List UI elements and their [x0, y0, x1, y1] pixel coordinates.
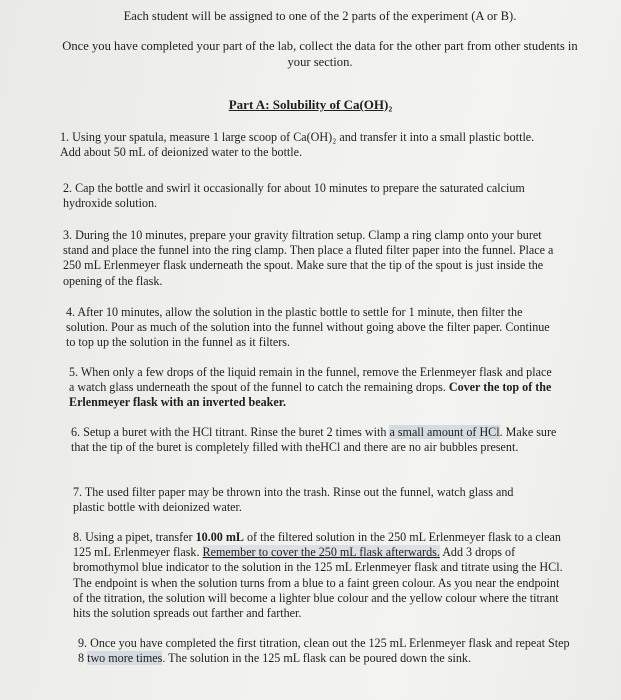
- step-5-text: 5. When only a few drops of the liquid remain in the funnel, remove the Erlenmeyer flask and place a watch glass underneath the spout of the funnel to catch the remaining drops.: [69, 365, 552, 395]
- step-8-text-end: Add 3 drops of bromothymol blue indicator to the solution in the 125 mL Erlenmeyer flask and titrate using the HCl. The endpoint is when the solution turns from a blue to a faint green colour. As you near the endpoint of the titration, the solution will become a lighter blue colour and the yellow colour where the titrant hits the solution spreads out farther and farther.: [73, 545, 563, 621]
- step-9: [78, 636, 573, 666]
- intro-assignment-text: Each student will be assigned to one of the 2 parts of the experiment (A or B).: [123, 9, 517, 23]
- step-2: 2. Cap the bottle and swirl it occasionally for about 10 minutes to prepare the saturated calcium hydroxide solution.: [63, 181, 525, 211]
- step-9-text-end: . The solution in the 125 mL flask can be poured down the sink.: [162, 651, 472, 666]
- step-6: [71, 425, 561, 455]
- step-6-highlighted-phrase: a small amount of HCl: [389, 425, 500, 439]
- step-6-text-start: 6. Setup a buret with the HCl titrant. Rinse the buret 2 times with: [71, 425, 390, 439]
- step-8-text-middle: of the filtered solution in the 250 mL Erlenmeyer flask to a clean 125 mL Erlenmeyer flask.: [73, 530, 561, 560]
- step-9-text-start: 9. Once you have completed the first titration, clean out the 125 mL Erlenmeyer flask and repeat Step 8: [78, 636, 570, 666]
- step-8-text-start: 8. Using a pipet, transfer: [73, 530, 196, 544]
- part-a-heading: Part A: Solubility of Ca(OH)₂: [228, 97, 393, 112]
- step-9-highlighted-phrase: two more times: [87, 651, 163, 666]
- step-4: 4. After 10 minutes, allow the solution in the plastic bottle to settle for 1 minute, then filter the solution. Pour as much of the solution into the funnel without going above the filter paper. Continue to top up the solution in the funnel as it filters.: [66, 305, 550, 350]
- step-8-highlighted-reminder: Remember to cover the 250 mL flask afterwards.: [202, 545, 440, 560]
- step-3: 3. During the 10 minutes, prepare your gravity filtration setup. Clamp a ring clamp onto your buret stand and place the funnel into the ring clamp. Then place a fluted filter paper into the funnel. Place a 250 mL Erlenmeyer flask underneath the spout. Make sure that the tip of the spout is just inside the opening of the flask.: [63, 228, 554, 288]
- step-1: 1. Using your spatula, measure 1 large scoop of Ca(OH)₂ and transfer it into a small plastic bottle. Add about 50 mL of deionized water to the bottle.: [60, 130, 535, 160]
- step-5: [69, 365, 559, 411]
- step-5-bold-instruction: Cover the top of the Erlenmeyer flask with an inverted beaker.: [69, 380, 552, 410]
- step-8: [73, 530, 568, 621]
- step-7: 7. The used filter paper may be thrown into the trash. Rinse out the funnel, watch glass and plastic bottle with deionized water.: [73, 485, 514, 515]
- intro-collect-data-text: Once you have completed your part of the lab, collect the data for the other part from other students in your section.: [62, 39, 578, 69]
- step-6-text-end: . Make sure that the tip of the buret is completely filled with theHCl and there are no air bubbles present.: [71, 425, 557, 455]
- step-8-volume: 10.00 mL: [195, 530, 244, 544]
